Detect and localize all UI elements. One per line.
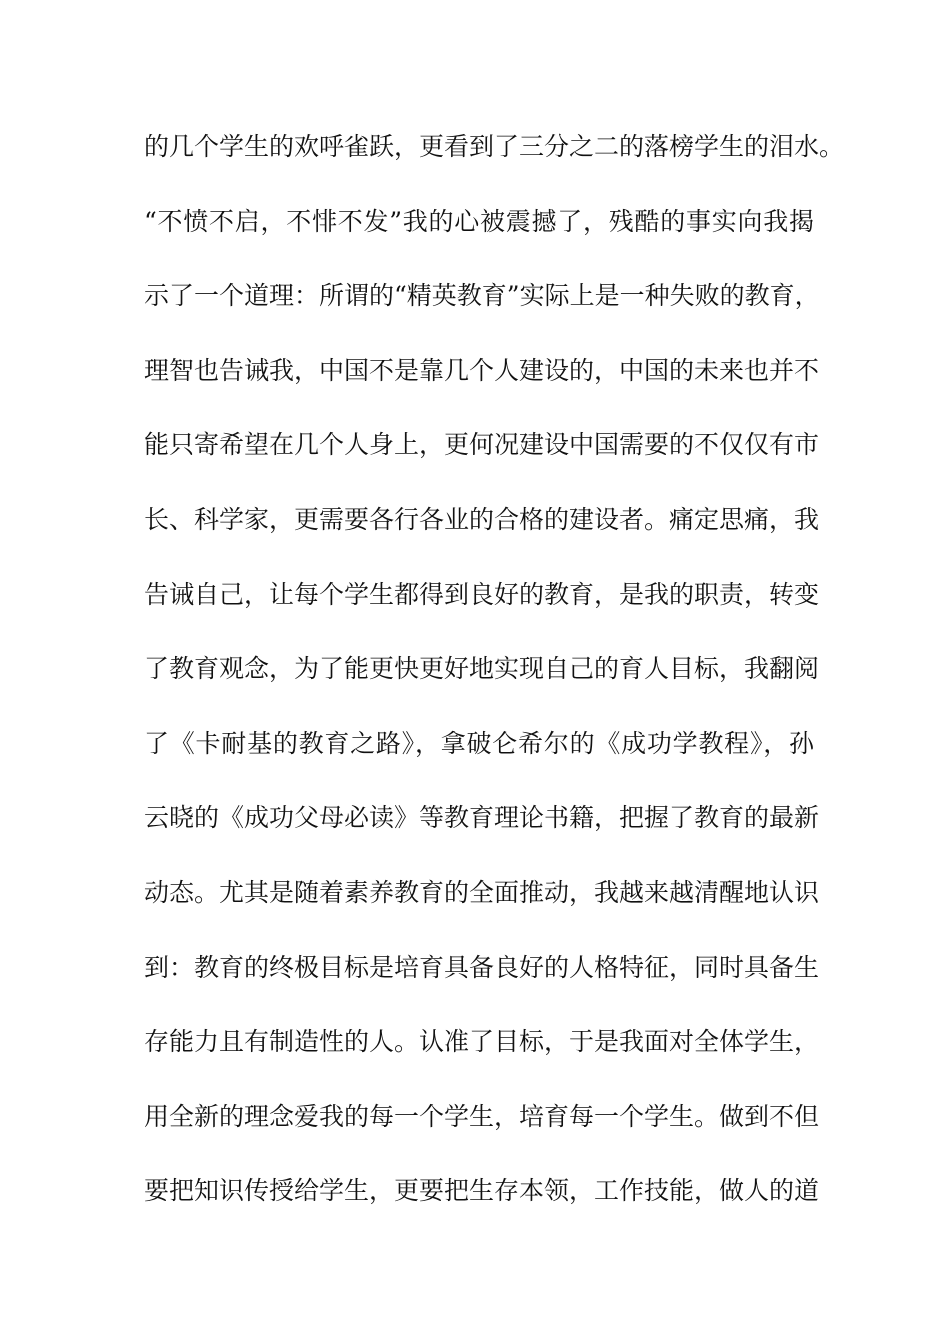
text-line: 长、科学家，更需要各行各业的合格的建设者。痛定思痛，我 xyxy=(144,504,820,534)
text-line: 的几个学生的欢呼雀跃，更看到了三分之二的落榜学生的泪水。 xyxy=(144,132,845,161)
text-line: 到：教育的终极目标是培育具备良好的人格特征，同时具备生 xyxy=(144,952,820,982)
text-line: 动态。尤其是随着素养教育的全面推动，我越来越清醒地认识 xyxy=(144,877,820,907)
text-line: 能只寄希望在几个人身上，更何况建设中国需要的不仅仅有市 xyxy=(144,430,820,460)
text-line: “不愤不启，不悱不发”我的心被震撼了，残酷的事实向我揭 xyxy=(144,206,814,236)
text-line: 理智也告诫我，中国不是靠几个人建设的，中国的未来也并不 xyxy=(144,355,820,385)
text-line: 要把知识传授给学生，更要把生存本领，工作技能，做人的道 xyxy=(144,1176,820,1206)
text-line: 用全新的理念爱我的每一个学生，培育每一个学生。做到不但 xyxy=(144,1101,820,1131)
text-line: 云晓的《成功父母必读》等教育理论书籍，把握了教育的最新 xyxy=(144,803,820,833)
text-line: 示了一个道理：所谓的“精英教育”实际上是一种失败的教育， xyxy=(144,281,820,311)
text-line: 存能力且有制造性的人。认准了目标，于是我面对全体学生， xyxy=(144,1027,820,1057)
text-line: 了《卡耐基的教育之路》，拿破仑希尔的《成功学教程》，孙 xyxy=(144,728,814,758)
body-text xyxy=(144,129,845,1248)
text-line: 告诫自己，让每个学生都得到良好的教育，是我的职责，转变 xyxy=(144,579,820,609)
text-line: 了教育观念，为了能更快更好地实现自己的育人目标，我翻阅 xyxy=(144,654,820,684)
